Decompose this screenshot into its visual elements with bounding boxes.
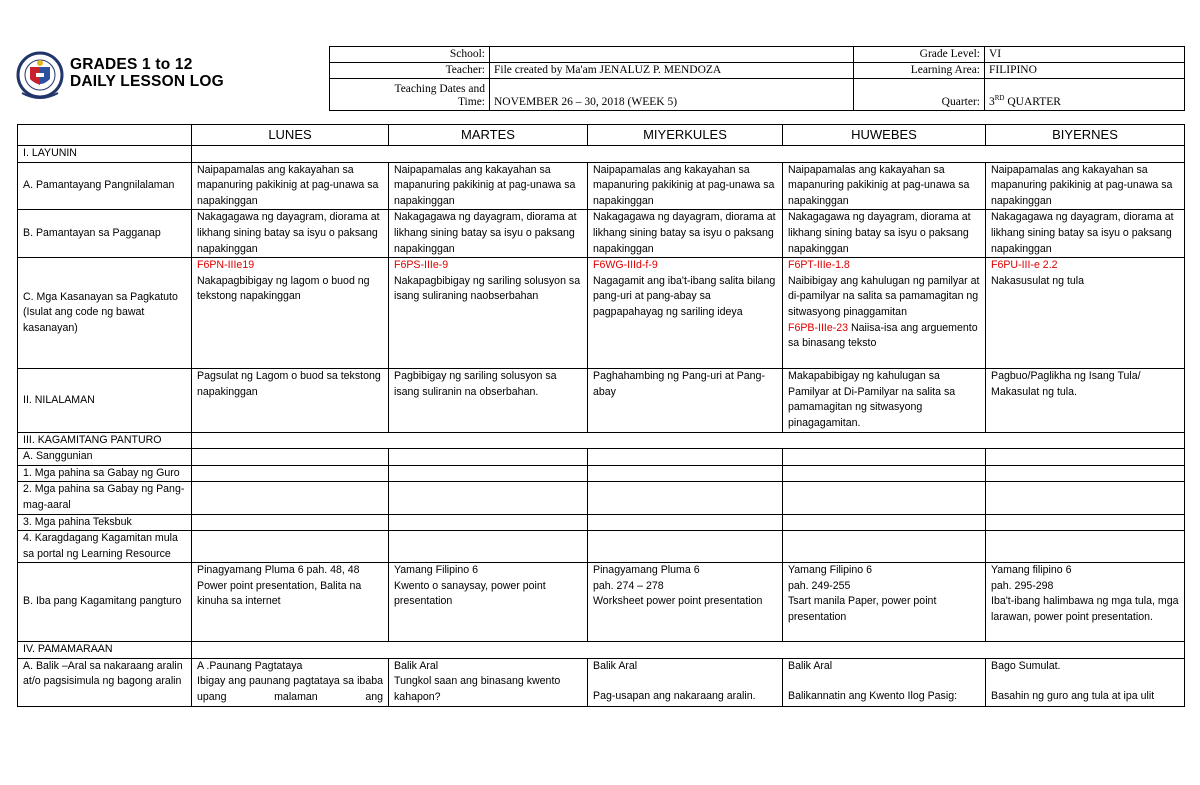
table-cell xyxy=(389,258,588,369)
quarter-label: Quarter: xyxy=(854,79,985,111)
competency-code: F6PT-IIIe-1.8 xyxy=(788,259,850,272)
procedure-title: Bago Sumulat. xyxy=(991,659,1061,672)
row-label-pagganap: B. Pamantayan sa Pagganap xyxy=(18,210,192,258)
lesson-table xyxy=(17,124,1185,707)
dates-value: NOVEMBER 26 – 30, 2018 (WEEK 5) xyxy=(490,79,854,111)
table-cell: Nakagagawa ng dayagram, diorama at likhang sining batay sa isyu o paksang napakinggan xyxy=(986,210,1185,258)
competency-extra xyxy=(788,321,980,352)
header-info-table xyxy=(329,46,1185,111)
material-line: pah. 249-255 xyxy=(788,579,851,592)
table-row xyxy=(18,563,1185,642)
quarter-rest: QUARTER xyxy=(1004,96,1061,108)
table-cell xyxy=(986,258,1185,369)
procedure-text: Ibigay ang paunang pagtataya sa ibaba upang malaman ang xyxy=(197,675,383,704)
table-cell xyxy=(389,658,588,706)
row-label-karagdagang: 4. Karagdagang Kagamitan mula sa portal ng Learning Resource xyxy=(18,531,192,563)
section-kagamitan: III. KAGAMITANG PANTURO xyxy=(18,432,192,449)
deped-seal-icon xyxy=(16,49,64,107)
table-cell xyxy=(588,563,783,642)
table-cell xyxy=(783,258,986,369)
title-block xyxy=(70,56,224,90)
table-row xyxy=(18,658,1185,706)
row-label-kasanayan: C. Mga Kasanayan sa Pagkatuto (Isulat ang code ng bawat kasanayan) xyxy=(18,258,192,369)
table-cell xyxy=(192,258,389,369)
procedure-title: Balik Aral xyxy=(394,659,439,672)
procedure-text: Balikannatin ang Kwento Ilog Pasig: xyxy=(788,690,958,703)
row-label-nilalaman: II. NILALAMAN xyxy=(18,369,192,432)
table-cell xyxy=(192,563,389,642)
competency-text: Nakasusulat ng tula xyxy=(991,274,1085,287)
competency-code: F6PB-IIIe-23 xyxy=(788,321,849,334)
material-line: Power point presentation, Balita na kinuha sa internet xyxy=(197,579,362,608)
section-layunin: I. LAYUNIN xyxy=(18,146,192,163)
table-row xyxy=(18,531,1185,563)
table-cell xyxy=(192,658,389,706)
dates-label-line1: Teaching Dates and xyxy=(394,83,485,95)
table-cell: Pagbibigay ng sariling solusyon sa isang suliranin na obserbahan. xyxy=(389,369,588,432)
school-label: School: xyxy=(330,47,490,63)
row-label-balik-aral: A. Balik –Aral sa nakaraang aralin at/o pagsisimula ng bagong aralin xyxy=(18,658,192,706)
section-row xyxy=(18,146,1185,163)
school-value xyxy=(490,47,854,63)
title-line2: DAILY LESSON LOG xyxy=(70,73,224,90)
table-cell xyxy=(986,658,1185,706)
table-row xyxy=(18,465,1185,482)
section-row xyxy=(18,432,1185,449)
table-cell: Makapabibigay ng kahulugan sa Pamilyar at Di-Pamilyar na salita sa pamamagitan ng sitwasyong pinagagamitan. xyxy=(783,369,986,432)
quarter-num: 3 xyxy=(989,96,995,108)
table-row xyxy=(18,449,1185,466)
day-header: LUNES xyxy=(192,125,389,146)
teacher-label: Teacher: xyxy=(330,63,490,79)
row-label-teksbuk: 3. Mga pahina Teksbuk xyxy=(18,514,192,531)
competency-code: F6WG-IIId-f-9 xyxy=(593,259,658,272)
corner-cell xyxy=(18,125,192,146)
table-row xyxy=(18,482,1185,514)
table-cell xyxy=(783,658,986,706)
material-line: pah. 295-298 xyxy=(991,579,1054,592)
procedure-title: Balik Aral xyxy=(788,659,833,672)
table-cell xyxy=(389,563,588,642)
procedure-title: A .Paunang Pagtataya xyxy=(197,659,303,672)
competency-text: Nakapagbibigay ng sariling solusyon sa isang suliraning naobserbahan xyxy=(394,274,581,303)
competency-text: Naiisa-isa ang arguemento sa binasang teksto xyxy=(788,321,978,350)
table-cell xyxy=(588,258,783,369)
table-cell: Naipapamalas ang kakayahan sa mapanuring pakikinig at pag-unawa sa napakinggan xyxy=(986,162,1185,210)
competency-code: F6PN-IIIe19 xyxy=(197,259,255,272)
day-header: HUWEBES xyxy=(783,125,986,146)
table-cell: Naipapamalas ang kakayahan sa mapanuring pakikinig at pag-unawa sa napakinggan xyxy=(783,162,986,210)
material-line: Yamang Filipino 6 xyxy=(394,564,479,577)
table-row xyxy=(18,162,1185,210)
material-line: Tsart manila Paper, power point presentation xyxy=(788,595,937,624)
table-cell xyxy=(783,563,986,642)
row-label-gabay-guro: 1. Mga pahina sa Gabay ng Guro xyxy=(18,465,192,482)
table-cell: Pagbuo/Paglikha ng Isang Tula/ Makasulat ng tula. xyxy=(986,369,1185,432)
table-cell: Nakagagawa ng dayagram, diorama at likhang sining batay sa isyu o paksang napakinggan xyxy=(389,210,588,258)
dates-label-line2: Time: xyxy=(457,96,485,108)
day-header: BIYERNES xyxy=(986,125,1185,146)
procedure-text: Basahin ng guro ang tula at ipa ulit xyxy=(991,690,1155,703)
competency-code: F6PS-IIIe-9 xyxy=(394,259,449,272)
days-header-row xyxy=(18,125,1185,146)
material-line: Kwento o sanaysay, power point presentation xyxy=(394,579,546,608)
grade-level-label: Grade Level: xyxy=(854,47,985,63)
title-line1: GRADES 1 to 12 xyxy=(70,56,193,73)
procedure-title: Balik Aral xyxy=(593,659,638,672)
teacher-value: File created by Ma'am JENALUZ P. MENDOZA xyxy=(490,63,854,79)
material-line: Iba't-ibang halimbawa ng mga tula, mga larawan, power point presentation. xyxy=(991,595,1179,624)
table-row xyxy=(18,210,1185,258)
grade-level-value: VI xyxy=(985,47,1185,63)
quarter-sup: RD xyxy=(994,94,1005,103)
learning-area-value: FILIPINO xyxy=(985,63,1185,79)
table-cell: Nakagagawa ng dayagram, diorama at likhang sining batay sa isyu o paksang napakinggan xyxy=(783,210,986,258)
row-label-iba-pang: B. Iba pang Kagamitang pangturo xyxy=(18,563,192,642)
day-header: MARTES xyxy=(389,125,588,146)
day-header: MIYERKULES xyxy=(588,125,783,146)
material-line: Pinagyamang Pluma 6 pah. 48, 48 xyxy=(197,564,360,577)
learning-area-label: Learning Area: xyxy=(854,63,985,79)
table-cell xyxy=(588,658,783,706)
table-row xyxy=(18,514,1185,531)
material-line: pah. 274 – 278 xyxy=(593,579,664,592)
table-cell: Naipapamalas ang kakayahan sa mapanuring pakikinig at pag-unawa sa napakinggan xyxy=(389,162,588,210)
section-row xyxy=(18,642,1185,659)
material-line: Pinagyamang Pluma 6 xyxy=(593,564,700,577)
table-cell: Pagsulat ng Lagom o buod sa tekstong napakinggan xyxy=(192,369,389,432)
competency-text: Nagagamit ang iba't-ibang salita bilang pang-uri at pang-abay sa pagpapahayag ng sariling ideya xyxy=(593,274,776,318)
material-line: Yamang Filipino 6 xyxy=(788,564,873,577)
table-cell: Naipapamalas ang kakayahan sa mapanuring pakikinig at pag-unawa sa napakinggan xyxy=(588,162,783,210)
row-label-sanggunian: A. Sanggunian xyxy=(18,449,192,466)
table-cell: Naipapamalas ang kakayahan sa mapanuring pakikinig at pag-unawa sa napakinggan xyxy=(192,162,389,210)
material-line: Worksheet power point presentation xyxy=(593,595,763,608)
table-cell xyxy=(986,563,1185,642)
row-label-pamantayang: A. Pamantayang Pangnilalaman xyxy=(18,162,192,210)
table-cell: Paghahambing ng Pang-uri at Pang-abay xyxy=(588,369,783,432)
competency-code: F6PU-III-e 2.2 xyxy=(991,259,1058,272)
competency-text: Naibibigay ang kahulugan ng pamilyar at di-pamilyar na salita sa pamamagitan ng sitwasyong pinaggamitan xyxy=(788,274,980,318)
table-row xyxy=(18,258,1185,369)
row-label-gabay-mag-aaral: 2. Mga pahina sa Gabay ng Pang-mag-aaral xyxy=(18,482,192,514)
table-row xyxy=(18,369,1185,432)
quarter-value xyxy=(985,79,1185,111)
section-pamamaraan: IV. PAMAMARAAN xyxy=(18,642,192,659)
competency-text: Nakapagbibigay ng lagom o buod ng tekstong napakinggan xyxy=(197,274,370,303)
procedure-text: Tungkol saan ang binasang kwento kahapon? xyxy=(394,675,561,704)
dates-label xyxy=(330,79,490,111)
material-line: Yamang filipino 6 xyxy=(991,564,1072,577)
procedure-text: Pag-usapan ang nakaraang aralin. xyxy=(593,690,756,703)
table-cell: Nakagagawa ng dayagram, diorama at likhang sining batay sa isyu o paksang napakinggan xyxy=(192,210,389,258)
table-cell: Nakagagawa ng dayagram, diorama at likhang sining batay sa isyu o paksang napakinggan xyxy=(588,210,783,258)
